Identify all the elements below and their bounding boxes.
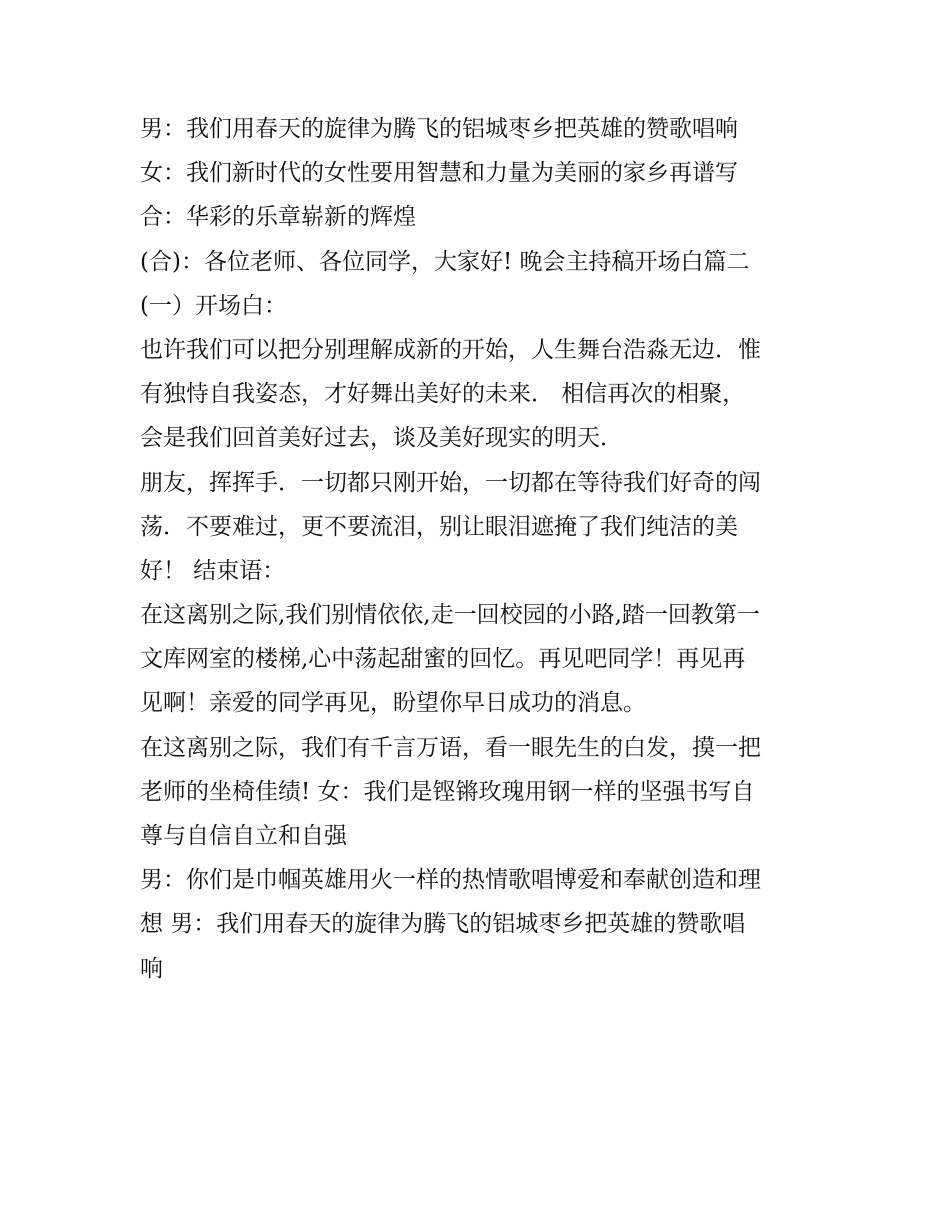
text-line: 好！ 结束语：: [140, 557, 286, 584]
text-line: 女：我们新时代的女性要用智慧和力量为美丽的家乡再谱写: [140, 160, 738, 187]
document-body: [140, 107, 820, 991]
text-line: 在这离别之际,我们别情依依,走一回校园的小路,踏一回教第一: [140, 602, 760, 629]
text-line: 合：华彩的乐章崭新的辉煌: [140, 204, 416, 231]
text-line: 见啊！亲爱的同学再见，盼望你早日成功的消息。: [140, 690, 646, 717]
text-line: 会是我们回首美好过去，谈及美好现实的明天．: [140, 425, 623, 452]
text-line: 荡．不要难过，更不要流泪，别让眼泪遮掩了我们纯洁的美: [140, 513, 738, 540]
text-line: 有独恃自我姿态，才好舞出美好的未来． 相信再次的相聚，: [140, 381, 746, 408]
text-line: 在这离别之际，我们有千言万语，看一眼先生的白发，摸一把: [140, 734, 761, 761]
text-line: (一）开场白：: [140, 292, 287, 319]
text-line: (合)：各位老师、各位同学，大家好! 晚会主持稿开场白篇二: [140, 248, 750, 275]
text-line: 文库网室的楼梯,心中荡起甜蜜的回忆。再见吧同学！再见再: [140, 646, 746, 673]
text-line: 想 男：我们用春天的旋律为腾飞的铝城枣乡把英雄的赞歌唱: [140, 911, 746, 938]
text-line: 老师的坐椅佳绩! 女：我们是铿锵玫瑰用钢一样的坚强书写自: [140, 778, 755, 805]
text-line: 朋友，挥挥手．一切都只刚开始，一切都在等待我们好奇的闯: [140, 469, 761, 496]
text-line: 男：你们是巾帼英雄用火一样的热情歌唱博爱和奉献创造和理: [140, 867, 761, 894]
text-line: 响: [140, 955, 163, 982]
text-line: 尊与自信自立和自强: [140, 823, 347, 849]
text-line: 男：我们用春天的旋律为腾飞的铝城枣乡把英雄的赞歌唱响: [140, 116, 738, 142]
text-line: 也许我们可以把分别理解成新的开始，人生舞台浩淼无边．惟: [140, 336, 761, 363]
